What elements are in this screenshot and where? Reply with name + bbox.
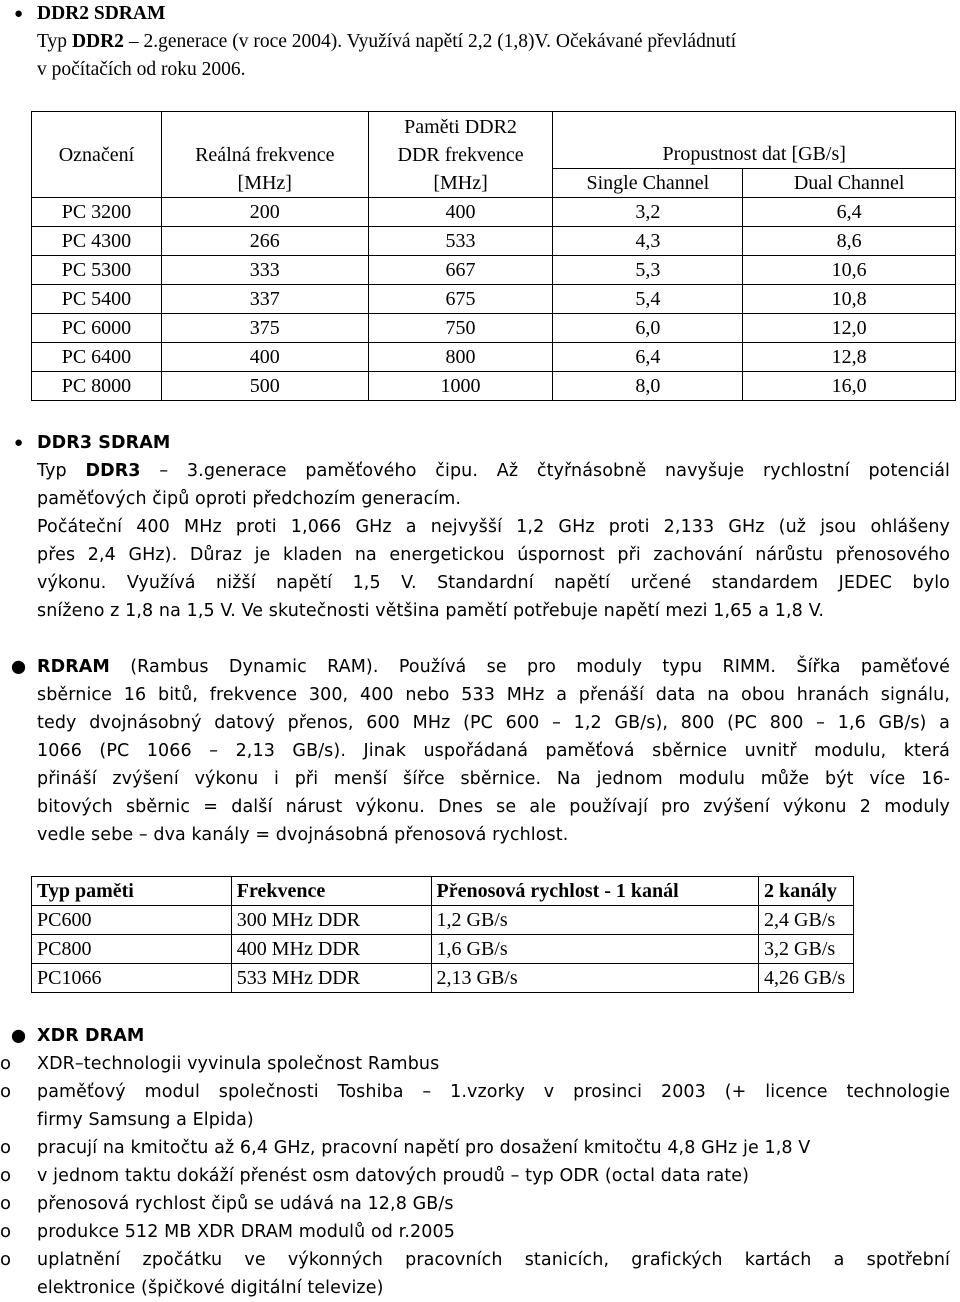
header-cell: Typ paměti <box>32 877 232 906</box>
bullet-xdr: ● <box>10 1026 27 1046</box>
cell: 333 <box>161 256 368 285</box>
cell: 400 MHz DDR <box>231 935 431 964</box>
cell: PC800 <box>32 935 232 964</box>
header-real-freq: Reálná frekvence [MHz] <box>161 112 368 198</box>
ddr3-line5: výkonu. Využívá nižší napětí 1,5 V. Standardní napětí určené standardem JEDEC bylo <box>37 573 950 593</box>
list-item <box>0 1190 950 1218</box>
table-row <box>32 227 956 256</box>
table-row <box>32 314 956 343</box>
cell: 266 <box>161 227 368 256</box>
cell: 400 <box>161 343 368 372</box>
cell: 12,8 <box>743 343 956 372</box>
header-oznaceni: Označení <box>32 112 162 198</box>
table-header-row <box>32 877 854 906</box>
table-row <box>32 256 956 285</box>
list-marker: o <box>0 1053 12 1074</box>
list-item-text: produkce 512 MB XDR DRAM modulů od r.2005 <box>37 1222 455 1242</box>
list-item <box>0 1078 950 1134</box>
ddr2-section <box>37 0 950 84</box>
cell: PC 6400 <box>32 343 162 372</box>
cell: 6,0 <box>553 314 743 343</box>
cell: 8,6 <box>743 227 956 256</box>
list-item-text: uplatnění zpočátku ve výkonných pracovních stanicích, grafických kartách a spotřební <box>37 1250 950 1270</box>
list-item <box>0 1162 950 1190</box>
header-cell: 2 kanály <box>759 877 854 906</box>
cell: 4,3 <box>553 227 743 256</box>
cell: 5,4 <box>553 285 743 314</box>
cell: 533 MHz DDR <box>231 964 431 993</box>
cell: 400 <box>368 198 553 227</box>
header-dual: Dual Channel <box>743 169 956 198</box>
ddr3-line4: přes 2,4 GHz). Důraz je kladen na energetickou úspornost při zachování nárůstu přenosového <box>37 545 950 565</box>
cell: PC1066 <box>32 964 232 993</box>
cell: 1,6 GB/s <box>431 935 759 964</box>
cell: 3,2 <box>553 198 743 227</box>
ddr2-table <box>31 111 956 401</box>
xdr-list <box>0 1050 950 1302</box>
ddr2-desc-line2: v počítačích od roku 2006. <box>37 59 246 80</box>
cell: 16,0 <box>743 372 956 401</box>
cell: 10,8 <box>743 285 956 314</box>
list-item-text-cont: firmy Samsung a Elpida) <box>37 1110 254 1130</box>
header-cell: Přenosová rychlost - 1 kanál <box>431 877 759 906</box>
header-empty <box>553 112 956 141</box>
cell: 1,2 GB/s <box>431 906 759 935</box>
cell: 4,26 GB/s <box>759 964 854 993</box>
ddr3-line1: Typ DDR3 – 3.generace paměťového čipu. Až čtyřnásobně navyšuje rychlostní potenciál <box>37 461 950 481</box>
cell: PC 6000 <box>32 314 162 343</box>
list-item <box>0 1218 950 1246</box>
list-item <box>0 1050 950 1078</box>
ddr3-line3: Počáteční 400 MHz proti 1,066 GHz a nejvyšší 1,2 GHz proti 2,133 GHz (už jsou ohlášeny <box>37 517 950 537</box>
cell: 3,2 GB/s <box>759 935 854 964</box>
rdram-line1: RDRAM (Rambus Dynamic RAM). Používá se pro moduly typu RIMM. Šířka paměťové <box>37 657 950 677</box>
cell: 375 <box>161 314 368 343</box>
cell: 5,3 <box>553 256 743 285</box>
bullet-rdram: ● <box>10 657 27 677</box>
cell: 10,6 <box>743 256 956 285</box>
cell: 2,4 GB/s <box>759 906 854 935</box>
ddr2-desc-line1: Typ DDR2 – 2.generace (v roce 2004). Využívá napětí 2,2 (1,8)V. Očekávané převládnutí <box>37 31 737 52</box>
list-item-text: přenosová rychlost čipů se udává na 12,8 GB/s <box>37 1194 454 1214</box>
list-marker: o <box>0 1137 12 1158</box>
list-marker: o <box>0 1249 12 1270</box>
cell: 500 <box>161 372 368 401</box>
table-row <box>32 343 956 372</box>
ddr3-line6: sníženo z 1,8 na 1,5 V. Ve skutečnosti většina pamětí potřebuje napětí mezi 1,65 a 1,8 V. <box>37 601 825 621</box>
list-marker: o <box>0 1165 12 1186</box>
rdram-line7: vedle sebe – dva kanály = dvojnásobná přenosová rychlost. <box>37 825 569 845</box>
ddr2-heading: DDR2 SDRAM <box>37 3 166 24</box>
table-row <box>32 906 854 935</box>
cell: 300 MHz DDR <box>231 906 431 935</box>
cell: PC 3200 <box>32 198 162 227</box>
rdram-line5: přináší zvýšení výkonu i při menší šířce sběrnice. Na jednom modulu může být více 16- <box>37 769 950 789</box>
cell: 6,4 <box>743 198 956 227</box>
table-row <box>32 372 956 401</box>
ddr3-line2: paměťových čipů oproti předchozím generacím. <box>37 489 462 509</box>
cell: 1000 <box>368 372 553 401</box>
list-marker: o <box>0 1081 12 1102</box>
list-marker: o <box>0 1221 12 1242</box>
bullet-ddr2: ● <box>13 6 24 22</box>
cell: 6,4 <box>553 343 743 372</box>
table-row <box>32 285 956 314</box>
rdram-line6: bitových sběrnic = další nárust výkonu. Dnes se ale používají pro zvýšení výkonu 2 moduly <box>37 797 950 817</box>
bullet-ddr3: ● <box>13 435 24 451</box>
cell: 337 <box>161 285 368 314</box>
table-row <box>32 964 854 993</box>
cell: 800 <box>368 343 553 372</box>
rdram-line4: 1066 (PC 1066 – 2,13 GB/s). Jinak uspořádaná paměťová sběrnice uvnitř modulu, která <box>37 741 950 761</box>
list-item-text: v jednom taktu dokáží přenést osm datových proudů – typ ODR (octal data rate) <box>37 1166 750 1186</box>
list-item-text: paměťový modul společnosti Toshiba – 1.vzorky v prosinci 2003 (+ licence technologie <box>37 1082 950 1102</box>
cell: PC 4300 <box>32 227 162 256</box>
header-ddr-freq: Paměti DDR2 DDR frekvence [MHz] <box>368 112 553 198</box>
rdram-line3: tedy dvojnásobný datový přenos, 600 MHz (PC 600 – 1,2 GB/s), 800 (PC 800 – 1,6 GB/s) a <box>37 713 950 733</box>
cell: 533 <box>368 227 553 256</box>
list-item-text: XDR–technologii vyvinula společnost Rambus <box>37 1054 440 1074</box>
header-cell: Frekvence <box>231 877 431 906</box>
ddr3-section <box>37 429 950 625</box>
cell: PC600 <box>32 906 232 935</box>
table-row <box>32 935 854 964</box>
xdr-heading: XDR DRAM <box>37 1026 145 1046</box>
rdram-table <box>31 876 854 993</box>
cell: PC 5400 <box>32 285 162 314</box>
cell: PC 8000 <box>32 372 162 401</box>
list-item <box>0 1134 950 1162</box>
cell: 667 <box>368 256 553 285</box>
cell: 2,13 GB/s <box>431 964 759 993</box>
rdram-section <box>37 653 950 849</box>
cell: 675 <box>368 285 553 314</box>
list-item <box>0 1246 950 1302</box>
list-marker: o <box>0 1193 12 1214</box>
header-single: Single Channel <box>553 169 743 198</box>
table-row <box>32 198 956 227</box>
cell: 750 <box>368 314 553 343</box>
cell: 8,0 <box>553 372 743 401</box>
ddr3-heading: DDR3 SDRAM <box>37 433 171 453</box>
rdram-line2: sběrnice 16 bitů, frekvence 300, 400 nebo 533 MHz a přenáší data na obou hranách signálu, <box>37 685 950 705</box>
list-item-text-cont: elektronice (špičkové digitální televize) <box>37 1278 384 1298</box>
list-item-text: pracují na kmitočtu až 6,4 GHz, pracovní napětí pro dosažení kmitočtu 4,8 GHz je 1,8 V <box>37 1138 811 1158</box>
cell: 200 <box>161 198 368 227</box>
header-throughput: Propustnost dat [GB/s] <box>553 140 956 169</box>
cell: PC 5300 <box>32 256 162 285</box>
cell: 12,0 <box>743 314 956 343</box>
